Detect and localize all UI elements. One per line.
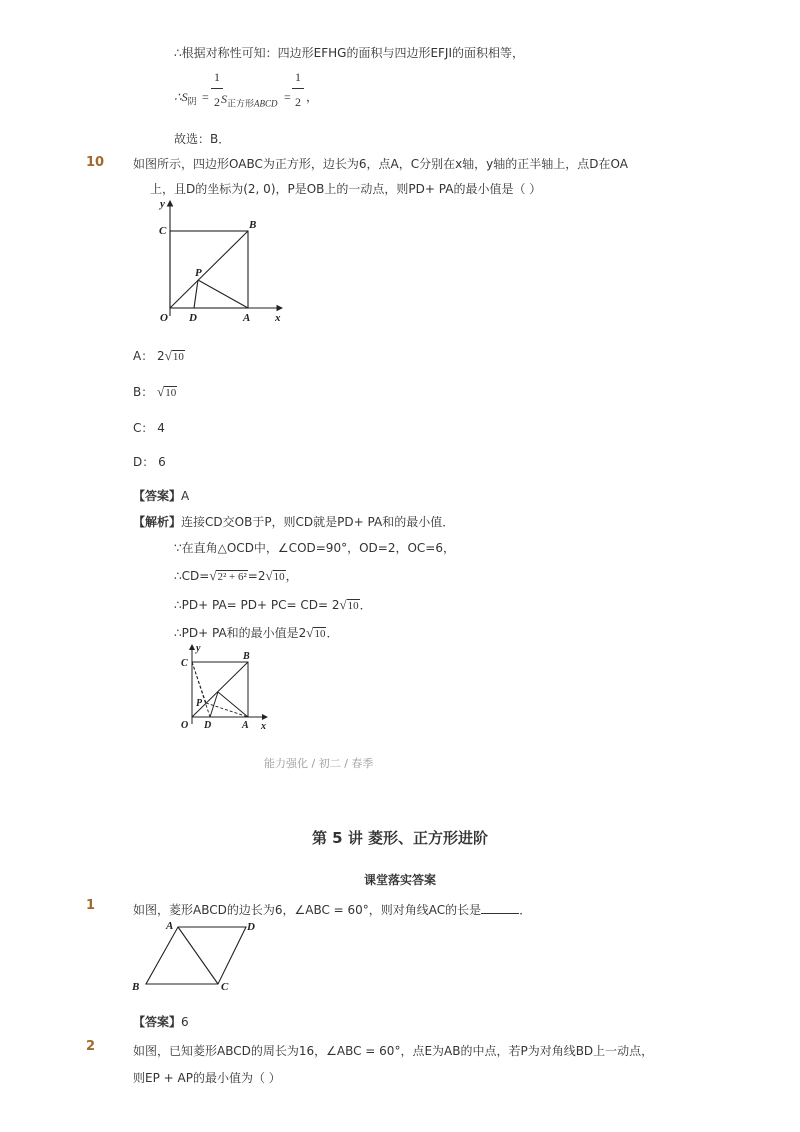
sqrt-symbol: √ bbox=[209, 568, 217, 583]
label-b: B bbox=[243, 651, 250, 662]
answer-tag: 【答案】 bbox=[133, 489, 182, 503]
q2-stem-line2: 则EP + AP的最小值为（ ） bbox=[133, 1071, 281, 1085]
label-a: A bbox=[243, 312, 251, 324]
analysis4-end: ． bbox=[359, 598, 372, 612]
analysis3-suffix: =2 bbox=[247, 569, 266, 583]
segment-pa bbox=[198, 280, 248, 308]
option-d-label: D： bbox=[133, 455, 155, 469]
analysis5-end: ． bbox=[326, 626, 339, 640]
q10-analysis-line5 bbox=[174, 624, 338, 641]
q1-stem bbox=[133, 901, 531, 918]
option-a-label: A： bbox=[133, 349, 154, 363]
analysis3-r: 10 bbox=[273, 571, 285, 583]
q10-answer bbox=[133, 487, 189, 504]
analysis5-r: 10 bbox=[314, 628, 326, 640]
segment-cp-dashed bbox=[192, 662, 206, 703]
diagonal-ob bbox=[170, 231, 248, 308]
q10-analysis-line1 bbox=[133, 513, 454, 530]
analysis3-end: ， bbox=[285, 569, 298, 583]
segment-pa bbox=[218, 692, 248, 717]
answer-value: 6 bbox=[181, 1015, 189, 1029]
option-c-label: C： bbox=[133, 421, 154, 435]
formula-s2 bbox=[221, 92, 278, 109]
formula-sub-abcd: ABCD bbox=[254, 98, 278, 109]
label-a: A bbox=[166, 920, 174, 932]
formula-sub-square: 正方形 bbox=[227, 98, 255, 109]
analysis5-prefix: ∴PD+ PA和的最小值是2 bbox=[174, 626, 307, 640]
sqrt-symbol: √ bbox=[157, 384, 165, 399]
label-c: C bbox=[159, 225, 167, 237]
label-d: D bbox=[247, 921, 255, 933]
sqrt-symbol: √ bbox=[164, 348, 172, 363]
q10-analysis-line2: ∵在直角△OCD中，∠COD=90°，OD=2，OC=6， bbox=[174, 541, 455, 555]
rhombus-abcd bbox=[146, 927, 246, 984]
formula-s: ∴S bbox=[174, 90, 188, 104]
frac1-den: 2 bbox=[214, 95, 220, 109]
formula-sub-yin: 阴 bbox=[187, 96, 197, 107]
option-b-radicand: 10 bbox=[165, 387, 177, 399]
formula-end: ， bbox=[306, 90, 319, 104]
label-y: y bbox=[196, 643, 201, 654]
answer-tag: 【答案】 bbox=[133, 1015, 182, 1029]
q10-figure bbox=[150, 196, 290, 326]
label-a: A bbox=[242, 720, 249, 731]
page-footer: 能力强化 / 初二 / 春季 bbox=[264, 757, 374, 770]
diagonal-ac bbox=[178, 927, 218, 984]
option-b bbox=[133, 383, 177, 400]
q10-analysis-figure bbox=[172, 642, 272, 734]
answer-blank bbox=[481, 902, 519, 914]
analysis-text1: 连接CD交OB于P，则CD就是PD+ PA和的最小值． bbox=[181, 515, 455, 529]
frac2-den: 2 bbox=[295, 95, 301, 109]
formula-eq2: = bbox=[284, 90, 291, 104]
sqrt-symbol: √ bbox=[306, 625, 314, 640]
option-c-text: 4 bbox=[157, 421, 165, 435]
q10-stem-line1: 如图所示，四边形OABC为正方形，边长为6，点A，C分别在x轴，y轴的正半轴上，点D在OA bbox=[133, 157, 628, 171]
option-a-radicand: 10 bbox=[172, 351, 184, 363]
section-title: 课堂落实答案 bbox=[363, 873, 436, 887]
q1-stem-end: ． bbox=[519, 903, 532, 917]
q2-stem-line1: 如图，已知菱形ABCD的周长为16，∠ABC = 60°，点E为AB的中点，若P为对角线BD上一动点， bbox=[133, 1044, 654, 1058]
formula-eq1: = bbox=[202, 90, 209, 104]
label-c: C bbox=[221, 981, 229, 993]
prev-solution-line1: ∴根据对称性可知：四边形EFHG的面积与四边形EFJI的面积相等， bbox=[174, 46, 525, 60]
label-o: O bbox=[160, 312, 168, 324]
q1-stem-text: 如图，菱形ABCD的边长为6，∠ABC = 60°，则对角线AC的长是 bbox=[133, 903, 482, 917]
q10-analysis-line3 bbox=[174, 567, 298, 584]
q1-answer bbox=[133, 1013, 189, 1030]
option-a-coef: 2 bbox=[157, 349, 165, 363]
analysis3-prefix: ∴CD= bbox=[174, 569, 210, 583]
sqrt-symbol: √ bbox=[265, 568, 273, 583]
lecture-title: 第 5 讲 菱形、正方形进阶 bbox=[311, 829, 489, 847]
option-b-label: B： bbox=[133, 385, 154, 399]
frac2 bbox=[292, 70, 304, 110]
question-number-1: 1 bbox=[86, 898, 96, 913]
option-a bbox=[133, 347, 185, 364]
q10-analysis-line4 bbox=[174, 596, 372, 613]
label-x: x bbox=[261, 721, 266, 732]
analysis4-prefix: ∴PD+ PA= PD+ PC= CD= 2 bbox=[174, 598, 340, 612]
label-c: C bbox=[181, 658, 188, 669]
label-p: P bbox=[195, 267, 202, 279]
label-p: P bbox=[196, 698, 203, 709]
label-d: D bbox=[204, 720, 212, 731]
label-d: D bbox=[189, 312, 197, 324]
frac1-num: 1 bbox=[214, 70, 220, 84]
option-d-text: 6 bbox=[158, 455, 166, 469]
label-o: O bbox=[181, 720, 189, 731]
question-number-2: 2 bbox=[86, 1039, 96, 1054]
option-d bbox=[133, 453, 166, 470]
label-y: y bbox=[160, 198, 165, 210]
analysis3-radicand: 2² + 6² bbox=[217, 571, 247, 583]
sqrt-symbol: √ bbox=[339, 597, 347, 612]
prev-solution-answer: 故选：B． bbox=[174, 132, 231, 146]
prev-solution-formula bbox=[174, 90, 197, 107]
formula-s2-letter: S bbox=[221, 92, 227, 106]
answer-value: A bbox=[181, 489, 190, 503]
label-x: x bbox=[275, 312, 281, 324]
q1-rhombus-figure bbox=[128, 918, 268, 996]
label-b: B bbox=[132, 981, 140, 993]
analysis4-r: 10 bbox=[347, 600, 359, 612]
q10-stem-line2: 上，且D的坐标为(2, 0)，P是OB上的一动点，则PD+ PA的最小值是（ ） bbox=[150, 182, 542, 196]
question-number-10: 10 bbox=[86, 155, 105, 170]
frac2-num: 1 bbox=[295, 70, 301, 84]
option-c bbox=[133, 419, 165, 436]
label-b: B bbox=[249, 219, 257, 231]
analysis-tag: 【解析】 bbox=[133, 515, 182, 529]
